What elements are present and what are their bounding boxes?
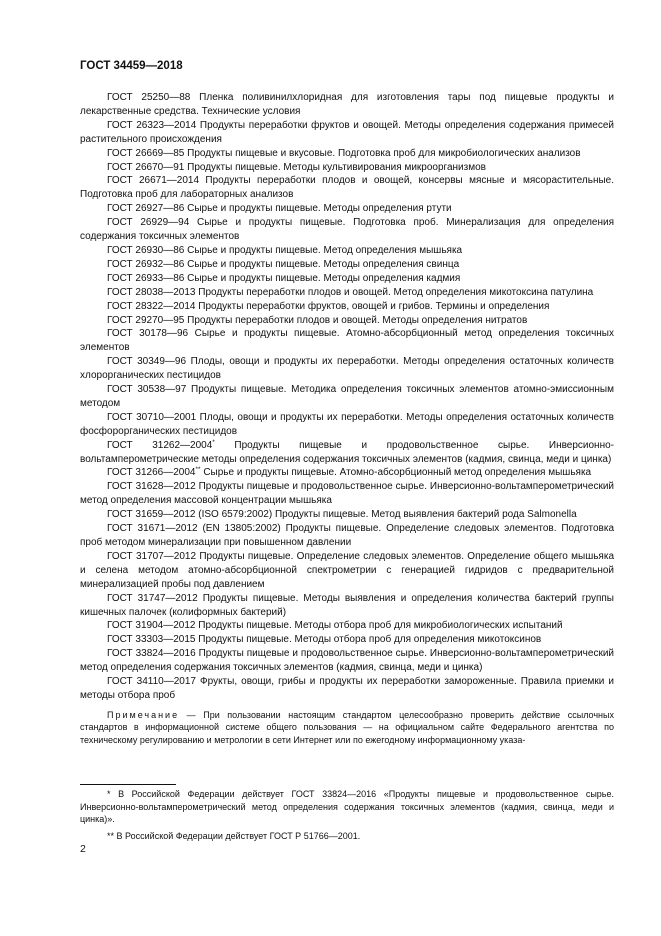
reference-item [80,314,614,328]
reference-title: Сырье и продукты пищевые. Метод определения мышьяка [187,244,463,256]
reference-title: Продукты пищевые. Методы отбора проб для определения микотоксинов [198,634,542,646]
reference-item [80,119,614,147]
reference-item [80,272,614,286]
reference-code: ГОСТ 26930—86 [107,244,185,256]
footnotes [80,788,614,846]
footnote-text: В Российской Федерации действует ГОСТ Р 51766—2001. [116,830,361,841]
reference-item [80,619,614,633]
reference-code: ГОСТ 30710—2001 [107,411,197,423]
reference-title: Сырье и продукты пищевые. Методы определения кадмия [187,272,461,284]
reference-title: Фрукты, овощи, грибы и продукты их переработки замороженные. Правила приемки и методы отбора проб [80,676,614,701]
reference-code: ГОСТ 25250—88 [107,92,191,103]
reference-item [80,675,614,703]
reference-item [80,174,614,202]
reference-item [80,147,614,161]
reference-code: ГОСТ 34110—2017 [107,676,196,688]
reference-code: ГОСТ 26933—86 [107,272,185,284]
note-text: — При пользовании настоящим стандартом целесообразно проверить действие ссылочных стандартов в информационной системе общего пользования — на официальном сайте Федерального агентства по техническому регулированию и метрологии в сети Интернет или по ежегодному информационному указа- [80,709,614,745]
reference-code: ГОСТ 26929—94 [107,217,190,229]
reference-item [80,466,614,480]
reference-item [80,633,614,647]
reference-item [80,286,614,300]
reference-title: Продукты пищевые. Методика определения токсичных элементов атомно-эмиссионным методом [80,384,614,409]
reference-code: ГОСТ 26927—86 [107,203,185,215]
reference-title: Продукты переработки плодов и овощей. Метод определения микотоксина патулина [198,286,594,298]
reference-title: Сырье и продукты пищевые. Атомно-абсорбционный метод определения токсичных элементов [80,328,614,354]
reference-title: Продукты пищевые. Метод выявления бактерий рода Salmonella [274,509,577,521]
reference-code: ГОСТ 30349—96 [107,356,187,368]
reference-item [80,411,614,439]
reference-code: ГОСТ 26669—85 [107,147,185,159]
reference-code: ГОСТ 28322—2014 [107,300,196,312]
reference-item [80,258,614,272]
reference-title: Продукты переработки плодов и овощей, консервы мясные и мясорастительные. Подготовка проб для лабораторных анализов [80,175,614,201]
reference-title: Продукты пищевые. Методы культивирования микроорганизмов [187,161,486,173]
reference-code: ГОСТ 31747—2012 [107,592,198,604]
reference-item [80,91,614,119]
reference-item [80,508,614,522]
reference-title: Продукты пищевые и продовольственное сырье. Инверсионно-вольтамперометрические методы определения содержания токсичных элементов (кадмия, свинца, меди и цинка) [80,439,614,465]
reference-code: ГОСТ 31266—2004 [107,467,196,479]
footnote-text: В Российской Федерации действует ГОСТ 33824—2016 «Продукты пищевые и продовольственное сырье. Инверсионно-вольтамперометрический метод определения содержания токсичных элементов (кадмия, свинца, меди и цинка)». [80,789,614,824]
reference-item [80,355,614,383]
reference-title: Сырье и продукты пищевые. Атомно-абсорбционный метод определения мышьяка [203,467,592,479]
footnote-mark: ** [107,830,115,841]
reference-code: ГОСТ 26670—91 [107,161,185,173]
reference-code: ГОСТ 26932—86 [107,258,185,270]
footnote [80,788,614,826]
reference-item [80,244,614,258]
reference-code: ГОСТ 31707—2012 [107,550,197,562]
reference-title: Продукты переработки плодов и овощей. Методы определения нитратов [187,314,528,326]
footnote-ref-mark: * [212,438,215,446]
reference-title: Сырье и продукты пищевые. Методы определения свинца [187,258,460,270]
document-header: ГОСТ 34459—2018 [80,60,183,72]
reference-title: Продукты пищевые и вкусовые. Подготовка проб для микробиологических анализов [187,147,581,159]
reference-code: ГОСТ 26671—2014 [107,175,200,187]
reference-title: Продукты пищевые и продовольственное сырье. Инверсионно-вольтамперометрический метод определения массовой концентрации мышьяка [80,481,615,507]
reference-item [80,300,614,314]
reference-item [80,202,614,216]
reference-item [80,550,614,592]
reference-item [80,522,614,550]
normative-references-list [80,91,614,703]
reference-title: Продукты пищевые и продовольственное сырье. Инверсионно-вольтамперометрический метод определения содержания токсичных элементов (кадмия, свинца, меди и цинка) [80,648,615,674]
document-body [80,91,614,746]
reference-code: ГОСТ 31262—2004 [107,439,213,451]
reference-item [80,480,614,508]
reference-item [80,439,614,467]
footnote-ref-mark: ** [195,466,201,474]
reference-code: ГОСТ 31671—2012 (EN 13805:2002) [107,523,281,535]
reference-item [80,383,614,411]
reference-code: ГОСТ 31628—2012 [107,481,196,493]
reference-title: Сырье и продукты пищевые. Подготовка проб. Минерализация для определения содержания токсичных элементов [80,217,614,243]
note-label: Примечание [107,709,180,720]
reference-item [80,327,614,355]
reference-code: ГОСТ 33824—2016 [107,648,196,660]
reference-code: ГОСТ 29270—95 [107,314,185,326]
reference-item [80,216,614,244]
reference-item [80,647,614,675]
reference-title: Продукты переработки фруктов, овощей и грибов. Термины и определения [198,300,550,312]
reference-code: ГОСТ 31904—2012 [107,620,196,632]
reference-title: Продукты пищевые. Определение следовых элементов. Определение общего мышьяка и селена методом атомно-абсорбционной спектрометрии с генерацией гидридов с предварительной минерализацией пробы под давлением [80,550,615,590]
reference-title: Сырье и продукты пищевые. Методы определения ртути [187,203,452,215]
reference-code: ГОСТ 33303—2015 [107,634,196,646]
reference-code: ГОСТ 30538—97 [107,384,187,396]
reference-title: Плоды, овощи и продукты их переработки. Методы определения остаточных количеств фосфорорганических пестицидов [80,411,614,437]
reference-title: Продукты переработки фруктов и овощей. Методы определения содержания примесей растительного происхождения [80,119,614,145]
reference-code: ГОСТ 26323—2014 [107,119,197,131]
footnote [80,830,614,843]
reference-title: Продукты пищевые. Определение следовых элементов. Подготовка проб методом минерализации при повышенном давлении [80,523,615,548]
reference-title: Пленка поливинилхлоридная для изготовления тары под пищевые продукты и лекарственные средства. Технические условия [80,92,614,117]
reference-item [80,592,614,620]
reference-code: ГОСТ 30178—96 [107,328,189,340]
footnote-mark: * [107,789,111,799]
reference-code: ГОСТ 28038—2013 [107,286,196,298]
reference-item [80,161,614,175]
reference-title: Продукты пищевые. Методы отбора проб для микробиологических испытаний [198,620,563,632]
page-number: 2 [80,843,86,855]
reference-title: Продукты пищевые. Методы выявления и определения количества бактерий группы кишечных палочек (колиформных бактерий) [80,592,614,618]
footnote-separator [80,784,176,785]
reference-code: ГОСТ 31659—2012 (ISO 6579:2002) [107,509,273,521]
note-paragraph [80,709,614,747]
reference-title: Плоды, овощи и продукты их переработки. Методы определения остаточных количеств хлорорганических пестицидов [80,356,614,382]
